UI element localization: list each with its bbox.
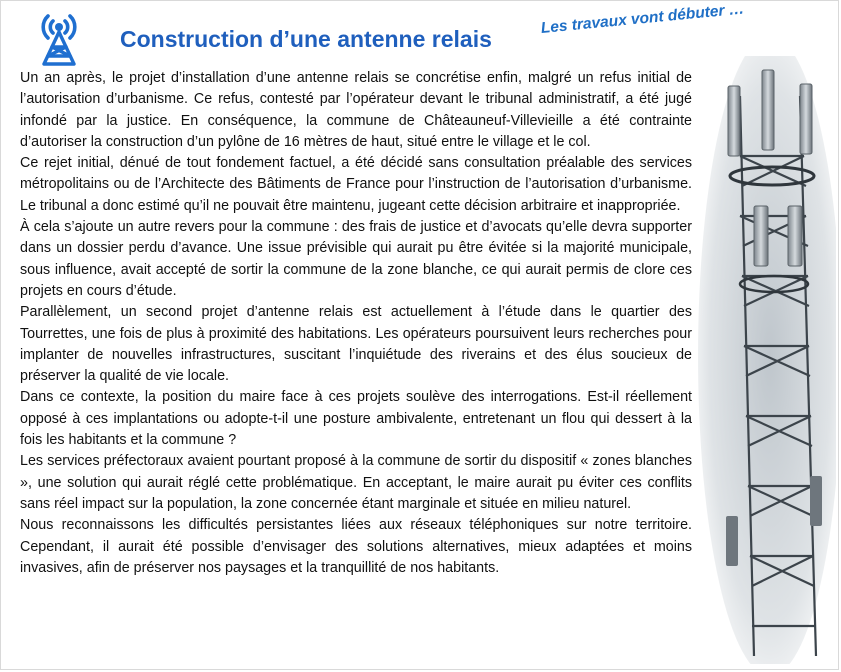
article-paragraph: Ce rejet initial, dénué de tout fondement factuel, a été décidé sans consultation préalable des services métropolitains ou de l’Architecte des Bâtiments de France pour l’instruction de l’autorisation d’urbanisme. Le tribunal a donc estimé qu’il ne pouvait être maintenu, jugeant cette décision arbitraire et inappropriée. — [20, 155, 692, 214]
article-paragraph: Parallèlement, un second projet d’antenne relais est actuellement à l’étude dans le quartier des Tourrettes, une fois de plus à proximité des habitations. Les opérateurs poursuivent leurs recherches pour implanter de nouvelles infrastructures, suscitant l’inquiétude des riverains et des élus soucieux de préserver la qualité de vie locale. — [20, 304, 692, 385]
article-paragraph: Les services préfectoraux avaient pourtant proposé à la commune de sortir du dispositif « zones blanches », une solution qui aurait réglé cette problématique. En acceptant, le maire aurait pu éviter ces conflits sans réel impact sur la population, la zone concernée étant marginale et située en milieu naturel. — [20, 453, 692, 512]
page-title: Construction d’une antenne relais — [120, 26, 492, 52]
antenna-tower-icon — [34, 8, 84, 66]
article-paragraph: Un an après, le projet d’installation d’une antenne relais se concrétise enfin, malgré un refus initial de l’autorisation d’urbanisme. Ce refus, contesté par l’opérateur devant le tribunal administratif, a été jugé infondé par la justice. En conséquence, la commune de Châteauneuf-Villevieille a été contrainte d’autoriser la construction d’un pylône de 16 mètres de haut, situé entre le village et le col. — [20, 70, 692, 150]
article-paragraph: Dans ce contexte, la position du maire face à ces projets soulève des interrogations. Est-il réellement opposé à ces implantations ou adopte-t-il une posture ambivalente, entretenant un flou qui dessert à la fois les habitants et la commune ? — [20, 389, 692, 449]
article-paragraph: Nous reconnaissons les difficultés persistantes liées aux réseaux téléphoniques sur notre territoire. Cependant, il aurait été possible d’envisager des solutions alternatives, mieux adaptées et moins invasives, afin de préserver nos paysages et la tranquillité de nos habitants. — [20, 517, 692, 576]
article-paragraph: À cela s’ajoute un autre revers pour la commune : des frais de justice et d’avocats qu’elle devra supporter dans un dossier perdu d’avance. Une issue prévisible qui aurait pu être évitée si la majorité municipale, sous influence, avait accepté de sortir la commune de la zone blanche, ce qui aurait permis de clore ces projets en cours d’étude. — [20, 219, 692, 299]
article-body — [20, 68, 692, 579]
relay-tower-photo — [696, 56, 836, 664]
tagline: Les travaux vont débuter … — [540, 0, 745, 37]
